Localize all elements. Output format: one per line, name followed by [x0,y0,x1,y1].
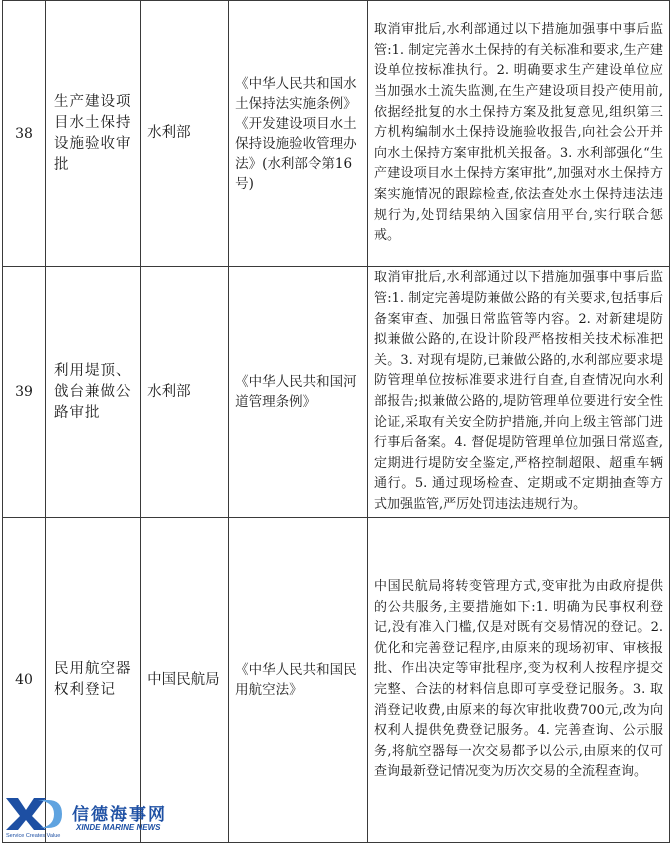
department: 水利部 [141,267,229,518]
department: 水利部 [141,1,229,267]
item-name: 生产建设项目水土保持设施验收审批 [46,1,141,267]
table-row [3,267,670,518]
supervision-measures: 中国民航局将转变管理方式,变审批为由政府提供的公共服务,主要措施如下:1. 明确为民事权利登记,没有准入门槛,仅是对既有交易情况的登记。2. 优化和完善登记程序,由原来的现场初审、审核报批、作出决定等审批程序,变为权利人按程序提交完整、合法的材料信息即可享受登记服务。3. 取消登记收费,由原来的每次审批收费700元,改为向权利人提供免费登记服务。4. 完善查询、公示服务,将航空器每一次交易都予以公示,由原来的仅可查询最新登记情况变为历次交易的全流程查询。 [368,518,670,843]
legal-basis: 《中华人民共和国水土保持法实施条例》《开发建设项目水土保持设施验收管理办法》(水利部令第16号) [229,1,368,267]
watermark-name-en: XINDE MARINE NEWS [76,823,161,832]
department: 中国民航局 [141,518,229,843]
legal-basis: 《中华人民共和国河道管理条例》 [229,267,368,518]
item-name: 民用航空器权利登记 [46,518,141,843]
row-number: 39 [3,267,46,518]
table-row [3,518,670,843]
item-name: 利用堤顶、戗台兼做公路审批 [46,267,141,518]
watermark-logo [4,796,174,840]
table-row [3,1,670,267]
row-number: 40 [3,518,46,843]
row-number: 38 [3,1,46,267]
legal-basis: 《中华人民共和国民用航空法》 [229,518,368,843]
measures-table [2,0,670,843]
supervision-measures: 取消审批后,水利部通过以下措施加强事中事后监管:1. 制定完善水土保持的有关标准和要求,生产建设单位按标准执行。2. 明确要求生产建设单位应当加强水土流失监测,在生产建设项目投产使用前,依据经批复的水土保持方案及批复意见,组织第三方机构编制水土保持设施验收报告,向社会公开并向水土保持方案审批机关报备。3. 水利部强化“生产建设项目水土保持方案审批”,加强对水土保持方案实施情况的跟踪检查,依法查处水土保持违法违规行为,处罚结果纳入国家信用平台,实行联合惩戒。 [368,1,670,267]
watermark-name-cn: 信德海事网 [72,805,167,825]
supervision-measures: 取消审批后,水利部通过以下措施加强事中事后监管:1. 制定完善堤防兼做公路的有关要求,包括事后备案审查、加强日常监管等内容。2. 对新建堤防拟兼做公路的,在设计阶段严格按相关技术标准把关。3. 对现有堤防,已兼做公路的,水利部应要求堤防管理单位按标准要求进行自查,自查情况向水利部报告;拟兼做公路的,堤防管理单位要进行安全性论证,采取有关安全防护措施,并向上级主管部门进行事后备案。4. 督促堤防管理单位加强日常巡查,定期进行堤防安全鉴定,严格控制超限、超重车辆通行。5. 通过现场检查、定期或不定期抽查等方式加强监管,严厉处罚违法违规行为。 [368,267,670,518]
watermark-tagline: Service Creates Value [6,833,61,839]
xd-logo-icon [4,796,62,832]
